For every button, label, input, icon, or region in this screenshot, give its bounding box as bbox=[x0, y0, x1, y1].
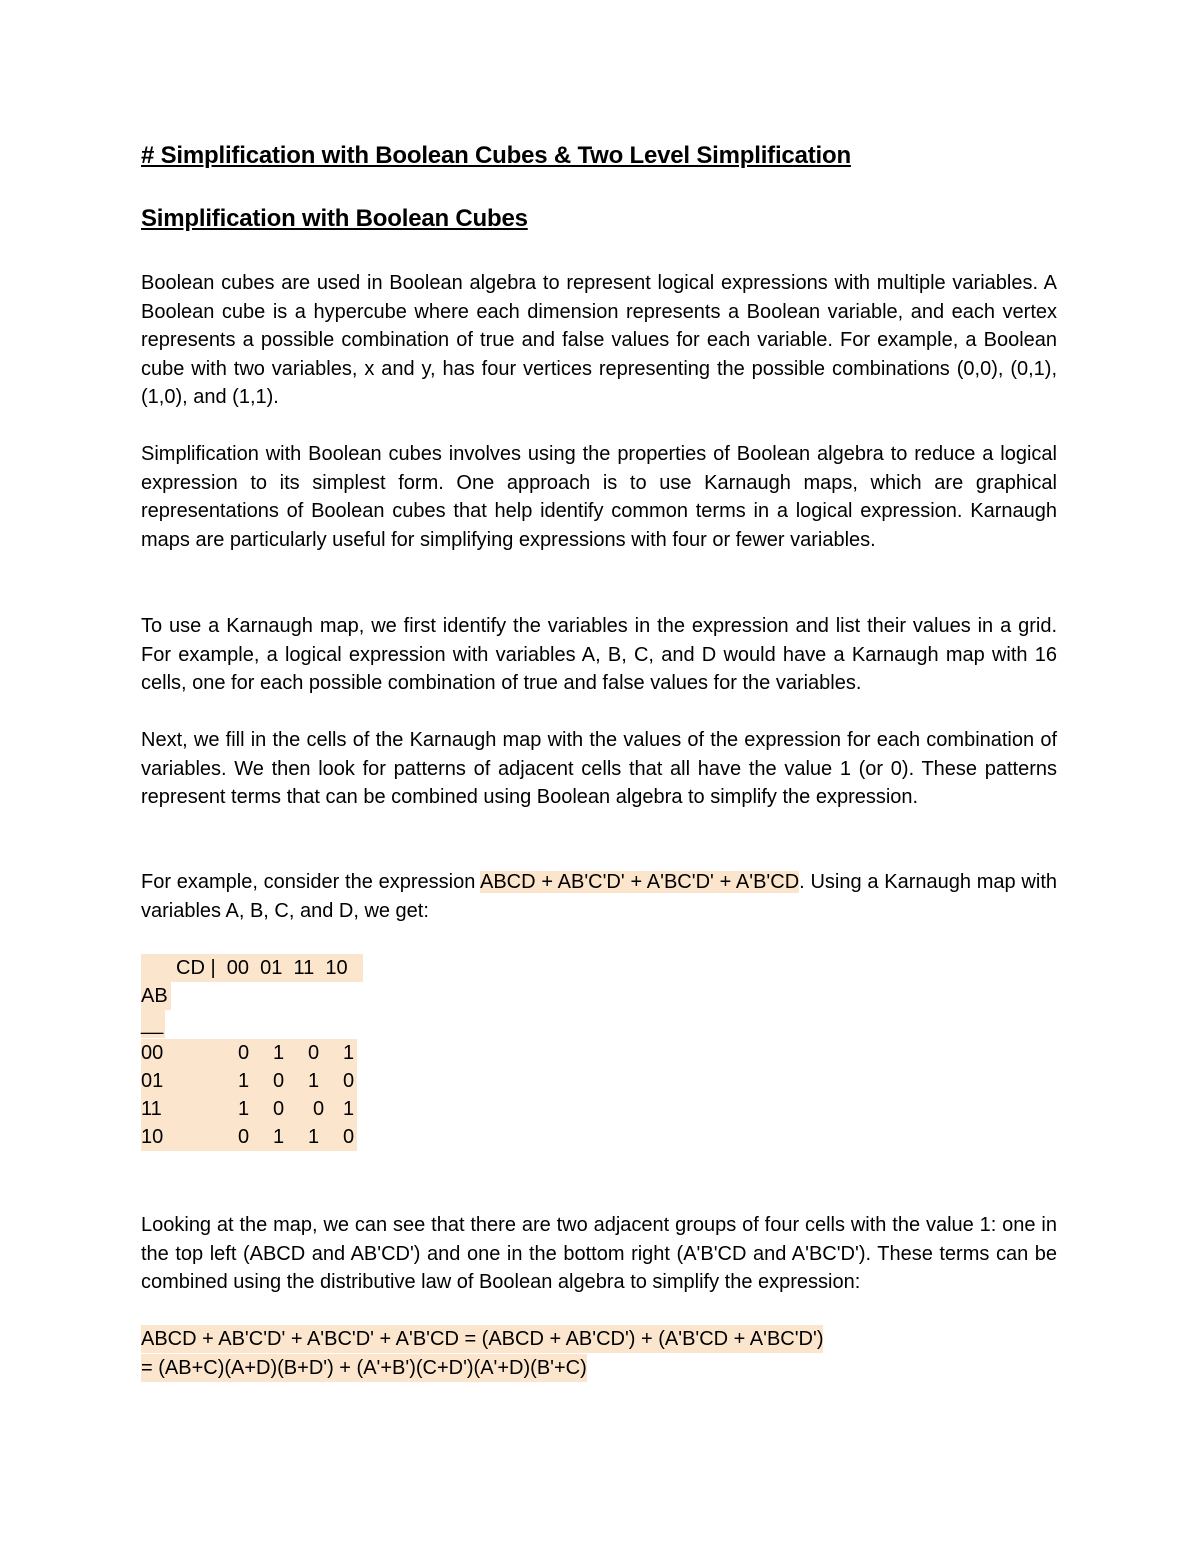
kmap-cell: 1 bbox=[343, 1042, 355, 1064]
document-title: # Simplification with Boolean Cubes & Two Level Simplification bbox=[141, 142, 851, 169]
kmap-cell: 1 bbox=[308, 1126, 320, 1148]
kmap-row-label-cell: 01 bbox=[141, 1070, 164, 1092]
kmap-row-label-cell: 11 bbox=[141, 1098, 162, 1120]
example-outro-text: . Using a Karnaugh map with variables A, B, C, and D, we get: bbox=[141, 871, 1057, 922]
kmap-cell: 0 bbox=[238, 1126, 250, 1148]
kmap-cell: 1 bbox=[238, 1098, 250, 1120]
kmap-cell: 0 bbox=[238, 1042, 250, 1064]
kmap-cell: 0 bbox=[313, 1098, 325, 1120]
kmap-header-row bbox=[141, 954, 363, 982]
kmap-row-label-row bbox=[141, 982, 171, 1010]
kmap-cell: 1 bbox=[308, 1070, 320, 1092]
kmap-cell: 0 bbox=[343, 1126, 355, 1148]
section-heading: Simplification with Boolean Cubes bbox=[141, 205, 528, 232]
equation-line-2: = (AB+C)(A+D)(B+D') + (A'+B')(C+D')(A'+D)(B'+C) bbox=[141, 1354, 587, 1382]
kmap-row bbox=[141, 1039, 357, 1067]
example-intro-text: For example, consider the expression bbox=[141, 871, 480, 893]
paragraph-looking-at-map: Looking at the map, we can see that there are two adjacent groups of four cells with the value 1: one in the top left (ABCD and AB'CD') and one in the bottom right (A'B'CD and A'BC'D'). These terms can be combined using the distributive law of Boolean algebra to simplify the expression: bbox=[141, 1214, 1057, 1294]
kmap-cell: 0 bbox=[308, 1042, 320, 1064]
kmap-cell: 0 bbox=[273, 1098, 285, 1120]
paragraph-boolean-cubes: Boolean cubes are used in Boolean algebra to represent logical expressions with multiple variables. A Boolean cube is a hypercube where each dimension represents a Boolean variable, and each vertex represents a possible combination of true and false values for each variable. For example, a Boolean cube with two variables, x and y, has four vertices representing the possible combinations (0,0), (0,1), (1,0), and (1,1). bbox=[141, 272, 1057, 409]
paragraph-simplification: Simplification with Boolean cubes involves using the properties of Boolean algebra to reduce a logical expression to its simplest form. One approach is to use Karnaugh maps, which are graphical representations of Boolean cubes that help identify common terms in a logical expression. Karnaugh maps are particularly useful for simplifying expressions with four or fewer variables. bbox=[141, 443, 1057, 551]
kmap-cell: 1 bbox=[238, 1070, 250, 1092]
kmap-row bbox=[141, 1123, 357, 1151]
example-expression: ABCD + AB'C'D' + A'BC'D' + A'B'CD bbox=[480, 871, 800, 893]
kmap-row-label: AB bbox=[141, 985, 168, 1007]
kmap-cell: 1 bbox=[343, 1098, 355, 1120]
kmap-row bbox=[141, 1095, 357, 1123]
kmap-row-label-cell: 00 bbox=[141, 1042, 164, 1064]
kmap-cell: 0 bbox=[343, 1070, 355, 1092]
paragraph-karnaugh-usage: To use a Karnaugh map, we first identify the variables in the expression and list their values in a grid. For example, a logical expression with variables A, B, C, and D would have a Karnaugh map with 16 cells, one for each possible combination of true and false values for the variables. bbox=[141, 615, 1057, 695]
kmap-cell: 0 bbox=[273, 1070, 285, 1092]
kmap-separator-row bbox=[141, 1010, 165, 1038]
kmap-row bbox=[141, 1067, 357, 1095]
kmap-cell: 1 bbox=[273, 1126, 285, 1148]
kmap-header: CD | 00 01 11 10 bbox=[176, 957, 348, 979]
kmap-separator: __ bbox=[141, 1013, 164, 1035]
paragraph-example bbox=[141, 868, 1057, 925]
kmap-cell: 1 bbox=[273, 1042, 285, 1064]
kmap-row-label-cell: 10 bbox=[141, 1126, 164, 1148]
paragraph-fill-cells: Next, we fill in the cells of the Karnaugh map with the values of the expression for each combination of variables. We then look for patterns of adjacent cells that all have the value 1 (or 0). These patterns represent terms that can be combined using Boolean algebra to simplify the expression. bbox=[141, 729, 1057, 809]
equation-line-1: ABCD + AB'C'D' + A'BC'D' + A'B'CD = (ABCD + AB'CD') + (A'B'CD + A'BC'D') bbox=[141, 1325, 823, 1353]
